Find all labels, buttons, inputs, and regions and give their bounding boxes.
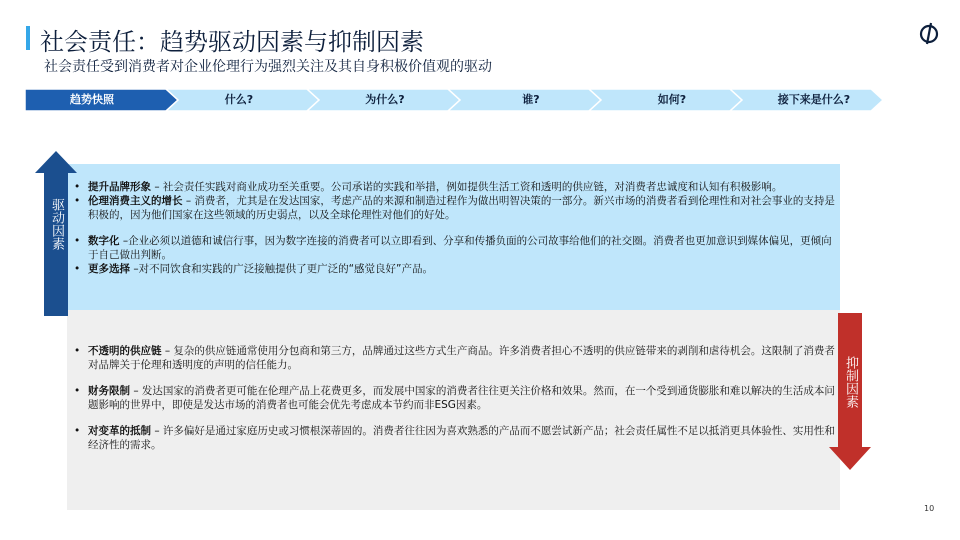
tab-why[interactable]: 为什么? bbox=[365, 93, 405, 106]
tab-how[interactable]: 如何? bbox=[657, 93, 687, 106]
tab-whats-next[interactable]: 接下来是什么? bbox=[777, 93, 851, 106]
list-item: • 更多选择 –对不同饮食和实践的广泛接触提供了更广泛的“感觉良好”产品。 bbox=[72, 262, 836, 276]
section-nav bbox=[25, 89, 885, 111]
list-item: • 不透明的供应链 – 复杂的供应链通常使用分包商和第三方，品牌通过这些方式生产商品。许多消费者担心不透明的供应链带来的剥削和虐待机会。这限制了消费者对品牌关于伦理和透明度的声明的信任能力。 bbox=[72, 344, 836, 372]
inhibitors-list bbox=[72, 344, 836, 452]
inhibitors-label: 抑制因素 bbox=[843, 356, 858, 408]
page-number: 10 bbox=[924, 504, 935, 513]
list-item: • 提升品牌形象 – 社会责任实践对商业成功至关重要。公司承诺的实践和举措，例如提供生活工资和透明的供应链，对消费者忠诚度和认知有积极影响。 bbox=[72, 180, 836, 194]
tab-who[interactable]: 谁? bbox=[522, 93, 540, 106]
list-item: • 伦理消费主义的增长 – 消费者，尤其是在发达国家，考虑产品的来源和制造过程作为做出明智决策的一部分。新兴市场的消费者看到伦理性和对社会事业的支持是积极的，因为他们国家在这些领域的历史弱点，以及全球伦理性对他们的好处。 bbox=[72, 194, 836, 222]
page-subtitle: 社会责任受到消费者对企业伦理行为强烈关注及其自身积极价值观的驱动 bbox=[44, 59, 492, 75]
brand-logo-icon bbox=[916, 20, 942, 46]
title-accent-bar bbox=[26, 26, 30, 50]
page-title: 社会责任：趋势驱动因素与抑制因素 bbox=[40, 28, 424, 56]
tab-what[interactable]: 什么? bbox=[224, 93, 254, 106]
list-item: • 财务限制 – 发达国家的消费者更可能在伦理产品上花费更多，而发展中国家的消费者往往更关注价格和效果。然而，在一个受到通货膨胀和难以解决的生活成本问题影响的世界中，即使是发达市场的消费者也可能会优先考虑成本节约而非ESG因素。 bbox=[72, 384, 836, 412]
list-item: • 对变革的抵制 – 许多偏好是通过家庭历史或习惯根深蒂固的。消费者往往因为喜欢熟悉的产品而不愿尝试新产品；社会责任属性不足以抵消更具体验性、实用性和经济性的需求。 bbox=[72, 424, 836, 452]
drivers-label: 驱动因素 bbox=[49, 198, 64, 250]
list-item: • 数字化 –企业必须以道德和诚信行事，因为数字连接的消费者可以立即看到、分享和传播负面的公司故事给他们的社交圈。消费者也更加意识到媒体偏见，更倾向于自己做出判断。 bbox=[72, 234, 836, 262]
drivers-list bbox=[72, 180, 836, 276]
tab-snapshot[interactable]: 趋势快照 bbox=[70, 93, 114, 106]
